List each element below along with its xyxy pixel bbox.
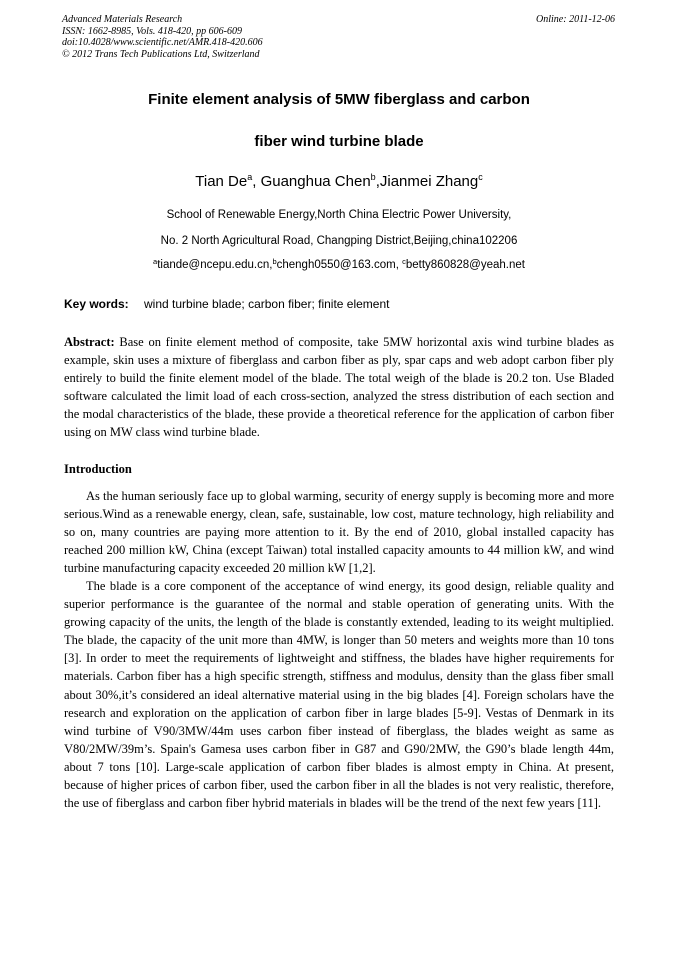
email-address: tiande@ncepu.edu.cn, (157, 259, 273, 271)
abstract (64, 333, 614, 442)
keywords-label: Key words: (64, 297, 129, 311)
email-mark: a (153, 257, 158, 266)
paper-title-line-2: fiber wind turbine blade (254, 133, 424, 150)
email-mark: b (272, 257, 277, 266)
intro-paragraph-2: The blade is a core component of the acceptance of wind energy, its good design, reliable quality and superior performance is the guarantee of the normal and stable operation of generating units. With the growing capacity of the units, the length of the blade is constantly extended, leading to its weight multiplied. The blade, the capacity of the unit more than 4MW, is longer than 50 meters and weights more than 10 tons [3]. In order to meet the requirements of lightweight and stiffness, the blades have higher requirements for materials. Carbon fiber has a high specific strength, stiffness and modulus, density than the glass fiber small about 30%,it’s considered an ideal alternative material using in the big blades [4]. Foreign scholars have the research and exploration on the application of carbon fiber in large blades [5-9]. Vestas of Denmark in its wind turbine of V90/3MW/44m uses carbon fiber instead of fiberglass, the blades weight as same as V80/2MW/39m’s. Spain's Gamesa uses carbon fiber in G87 and G90/2MW, the G90’s blade length 44m, about 7 tons [10]. Large-scale application of carbon fiber blades is almost empty in China. At present, because of higher prices of carbon fiber, used the carbon fiber in all the blades is not very realistic, therefore, the use of fiberglass and carbon fiber hybrid materials in blades will be the trend of the next few years [11]. (64, 579, 614, 811)
author-mark: b (370, 172, 376, 182)
email-address: chengh0550@163.com, (276, 259, 403, 271)
journal-name: Advanced Materials Research (62, 14, 183, 25)
abstract-text: Base on finite element method of composite, take 5MW horizontal axis wind turbine blades as example, skin uses a mixture of fiberglass and carbon fiber as ply, spar caps and web adopt carbon fiber ply entirely to build the finite element model of the blade. The total weigh of the blade is 20.2 ton. Use Bladed software calculated the limit load of each cross-section, analyzed the stress distribution of each section and the modal characteristics of the blade, these provide a theoretical reference for the application of carbon fiber using on MW class wind turbine blade. (64, 335, 615, 440)
issn-line: ISSN: 1662-8985, Vols. 418-420, pp 606-609 (62, 25, 242, 37)
paper-title-line-1: Finite element analysis of 5MW fiberglass and carbon (148, 91, 530, 108)
intro-paragraph-1: As the human seriously face up to global warming, security of energy supply is becoming more and more serious.Wind as a renewable energy, clean, safe, sustainable, low cost, mature technology, high reliability and so on, many countries are paying more attention to it. By the end of 2010, global installed capacity has reached 200 million kW, China (except Taiwan) total installed capacity amounts to 44 million kW, and wind turbine manufacturing capacity exceeded 20 million kW [1,2]. (64, 489, 614, 576)
online-date: Online: 2011-12-06 (536, 14, 615, 25)
affiliation-line-2: No. 2 North Agricultural Road, Changping District,Beijing,china102206 (160, 235, 518, 247)
email-line (0, 259, 678, 271)
keywords-text: wind turbine blade; carbon fiber; finite element (144, 297, 390, 311)
doi-line: doi:10.4028/www.scientific.net/AMR.418-420.606 (62, 37, 263, 48)
author-name: Tian De (195, 173, 248, 190)
email-mark: c (402, 257, 406, 266)
email-address: betty860828@yeah.net (405, 259, 525, 271)
copyright-line: © 2012 Trans Tech Publications Ltd, Switzerland (62, 48, 260, 60)
author-mark: a (247, 172, 253, 182)
keywords (64, 297, 389, 311)
affiliation-line-1: School of Renewable Energy,North China Electric Power University, (166, 209, 512, 221)
author-mark: c (478, 172, 483, 182)
author-name: ,Jianmei Zhang (375, 173, 479, 190)
author-name: , Guanghua Chen (252, 173, 371, 190)
abstract-label: Abstract: (64, 335, 115, 349)
author-list (0, 173, 678, 190)
journal-header (62, 14, 615, 60)
section-heading-introduction: Introduction (64, 462, 132, 476)
